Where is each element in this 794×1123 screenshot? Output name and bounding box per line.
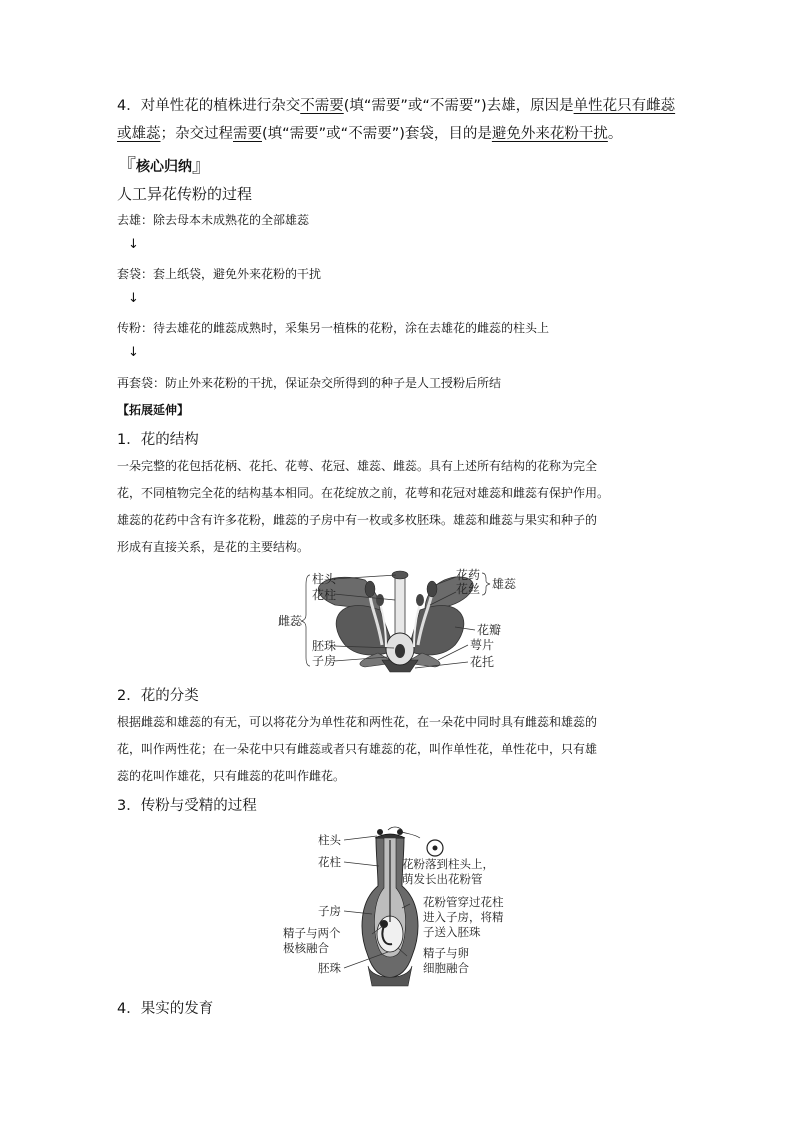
q4-end: 。 [607,126,623,142]
core-heading-title: 核心归纳 [136,159,193,175]
q4-answer-4: 避免外来花粉干扰 [491,126,608,142]
label-stamen: 雄蕊 [492,577,517,591]
pistil-drawing [362,827,418,986]
flower-structure-figure [270,565,530,680]
section-1-line: 花，不同植物完全花的结构基本相同。在花绽放之前，花萼和花冠对雄蕊和雌蕊有保护作用。 [117,486,610,500]
label-sperm-polar: 精子与两个 [283,926,341,940]
q4-prefix: 4．对单性花的植株进行杂交 [117,98,301,114]
note-pollen-germinate-2: 萌发长出花粉管 [402,872,483,886]
step-bagging: 套袋：套上纸袋，避免外来花粉的干扰 [117,267,322,281]
pollination-figure [280,826,530,991]
pollen-grain [402,832,443,856]
section-2-line: 花，叫作两性花；在一朵花中只有雌蕊或者只有雄蕊的花，叫作单性花，单性花中，只有雄 [117,742,598,756]
note-fertilize-2: 细胞融合 [423,961,469,975]
section-2-line: 根据雌蕊和雄蕊的有无，可以将花分为单性花和两性花，在一朵花中同时具有雌蕊和雄蕊的 [117,715,598,729]
q4-line-1 [117,94,675,115]
note-tube-3: 子送入胚珠 [423,925,481,939]
label-style: 花柱 [312,588,337,602]
extension-title: 【拓展延伸】 [117,403,190,417]
label-style-2: 花柱 [318,855,341,869]
label-anther: 花药 [456,568,481,582]
label-ovule-2: 胚珠 [318,961,341,975]
q4-mid-3: (填“需要”或“不需要”)套袋，目的是 [262,126,492,142]
section-3-title: 3．传粉与受精的过程 [117,798,257,814]
label-receptacle: 花托 [470,655,495,669]
core-subtitle: 人工异花传粉的过程 [117,185,253,203]
label-stigma: 柱头 [312,572,337,586]
step-pollination: 传粉：待去雄花的雌蕊成熟时，采集另一植株的花粉，涂在去雄花的雌蕊的柱头上 [117,321,550,335]
section-4-title: 4．果实的发育 [117,1001,214,1017]
core-heading: 『核心归纳』 [117,155,212,177]
step-rebagging: 再套袋：防止外来花粉的干扰，保证杂交所得到的种子是人工授粉后所结 [117,376,502,390]
label-sepal: 萼片 [470,638,495,652]
arrow-down-icon: ↓ [128,237,139,252]
q4-mid-2: ；杂交过程 [160,126,233,142]
arrow-down-icon: ↓ [128,345,139,360]
label-filament: 花丝 [456,582,481,596]
label-sperm-polar-2: 极核融合 [283,941,329,955]
q4-answer-3: 需要 [233,126,262,142]
label-ovary: 子房 [312,654,337,668]
q4-line-2 [117,122,622,143]
section-1-line: 一朵完整的花包括花柄、花托、花萼、花冠、雄蕊、雌蕊。具有上述所有结构的花称为完全 [117,459,598,473]
section-2-title: 2．花的分类 [117,688,199,704]
label-stigma-2: 柱头 [318,833,341,847]
section-1-title: 1．花的结构 [117,432,199,448]
label-ovary-2: 子房 [318,904,341,918]
q4-mid-1: (填“需要”或“不需要”)去雄，原因是 [343,98,574,114]
section-1-line: 雄蕊的花药中含有许多花粉，雌蕊的子房中有一枚或多枚胚珠。雄蕊和雌蕊与果实和种子的 [117,513,598,527]
step-castration: 去雄：除去母本未成熟花的全部雄蕊 [117,213,310,227]
note-tube-1: 花粉管穿过花柱 [423,895,504,909]
section-1-line: 形成有直接关系，是花的主要结构。 [117,540,310,554]
section-2-line: 蕊的花叫作雄花，只有雌蕊的花叫作雌花。 [117,769,346,783]
flower-drawing [318,571,473,672]
note-pollen-germinate-1: 花粉落到柱头上， [402,857,494,871]
note-fertilize-1: 精子与卵 [423,946,469,960]
q4-answer-1: 不需要 [300,98,344,114]
label-pistil: 雌蕊 [278,614,303,628]
label-petal: 花瓣 [477,623,502,637]
q4-answer-2a: 单性花只有雌蕊 [573,98,676,114]
arrow-down-icon: ↓ [128,291,139,306]
note-tube-2: 进入子房，将精 [423,910,504,924]
q4-answer-2b: 或雄蕊 [117,126,161,142]
label-ovule: 胚珠 [312,639,337,653]
